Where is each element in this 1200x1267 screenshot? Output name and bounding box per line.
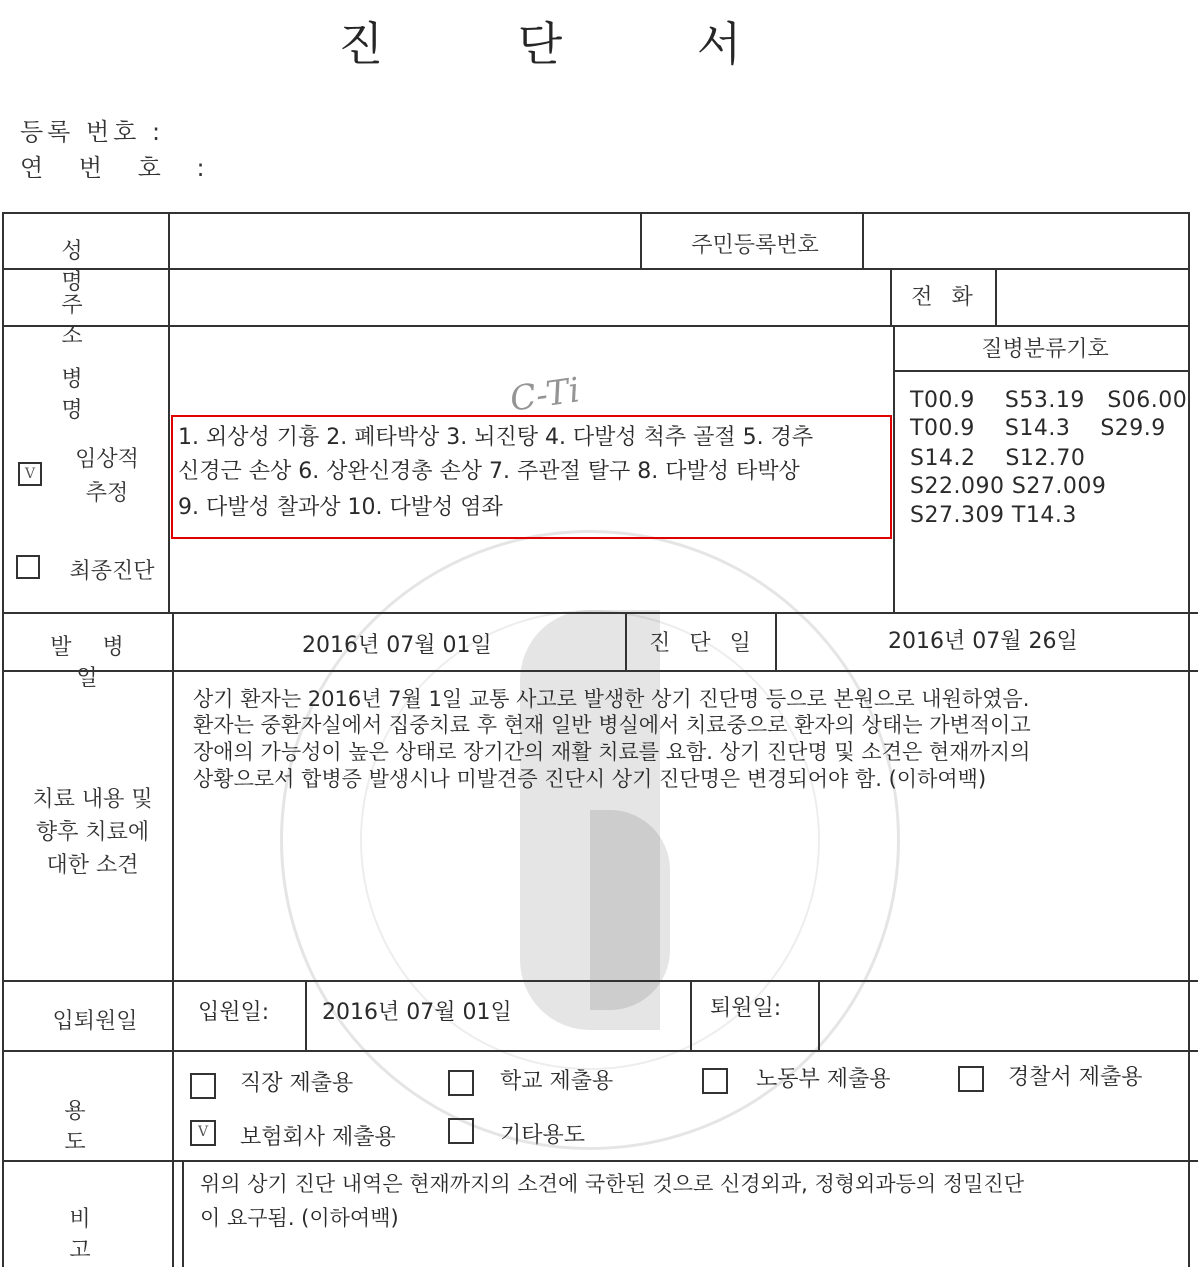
diagnosis-date-value: 2016년 07월 26일 (888, 629, 1078, 654)
diagnosis-line-1: 1. 외상성 기흉 2. 폐타박상 3. 뇌진탕 4. 다발성 척추 골절 5. 경추 (178, 425, 814, 450)
treatment-label-line2: 향후 치료에 (35, 820, 150, 845)
treatment-line-2: 환자는 중환자실에서 집중치료 후 현재 일반 병실에서 치료중으로 환자의 상태는 가변적이고 (193, 713, 1031, 737)
usage-labor-label: 노동부 제출용 (756, 1067, 891, 1092)
name-label: 성 명 (61, 239, 119, 295)
cell-divider (690, 980, 692, 1050)
registration-number-label: 등록 번호 : (20, 118, 165, 146)
diagnosis-date-label: 진 단 일 (649, 631, 757, 656)
label-column-divider (168, 212, 170, 612)
resident-number-label: 주민등록번호 (691, 233, 819, 258)
disease-code-line-2: T00.9 S14.3 S29.9 (910, 416, 1166, 441)
remarks-label: 비 고 (69, 1207, 131, 1263)
onset-date-value: 2016년 07월 01일 (302, 633, 492, 658)
final-diagnosis-label: 최종진단 (69, 559, 155, 584)
cell-divider (818, 980, 820, 1050)
usage-insurance-checkbox[interactable]: V (190, 1120, 216, 1146)
usage-school-checkbox[interactable] (448, 1070, 474, 1096)
treatment-line-1: 상기 환자는 2016년 7월 1일 교통 사고로 발생한 상기 진단명 등으로 본원으로 내원하였음. (193, 687, 1030, 711)
row-divider (2, 670, 1198, 672)
cell-divider (775, 612, 777, 670)
phone-label: 전 화 (911, 285, 979, 310)
treatment-label-line3: 대한 소견 (46, 853, 139, 878)
serial-number-label: 연 번 호 : (20, 154, 219, 182)
cell-divider (305, 980, 307, 1050)
cell-divider (182, 1160, 184, 1267)
row-divider (2, 1050, 1198, 1052)
usage-police-checkbox[interactable] (958, 1066, 984, 1092)
usage-label: 용 도 (64, 1099, 126, 1155)
admission-label: 입퇴원일 (52, 1009, 138, 1034)
label-column-divider (172, 612, 174, 1267)
document-title: 진 단 서 (338, 17, 802, 71)
onset-date-label: 발 병 일 (50, 635, 136, 691)
remarks-line-2: 이 요구됨. (이하여백) (200, 1206, 399, 1230)
final-diagnosis-checkbox[interactable] (16, 555, 40, 579)
usage-police-label: 경찰서 제출용 (1008, 1065, 1143, 1090)
usage-work-checkbox[interactable] (190, 1073, 216, 1099)
cell-divider (640, 212, 642, 268)
clinical-estimate-label-line1: 임상적 (75, 447, 139, 472)
disease-code-line-3: S14.2 S12.70 (910, 446, 1086, 471)
disease-code-label: 질병분류기호 (981, 337, 1109, 362)
usage-labor-checkbox[interactable] (702, 1068, 728, 1094)
clinical-estimate-checkbox[interactable]: V (18, 462, 42, 486)
row-divider (2, 612, 1198, 614)
cell-divider (890, 268, 892, 325)
usage-other-label: 기타용도 (500, 1123, 586, 1148)
discharge-date-label: 퇴원일: (710, 996, 782, 1021)
diagnosis-line-3: 9. 다발성 찰과상 10. 다발성 염좌 (178, 495, 503, 520)
table-left-border (2, 212, 4, 1267)
usage-work-label: 직장 제출용 (240, 1071, 354, 1096)
disease-name-label: 병 명 (61, 367, 119, 423)
disease-code-line-1: T00.9 S53.19 S06.00 (910, 388, 1188, 413)
row-divider (2, 325, 1190, 327)
disease-code-line-4: S22.090 S27.009 (910, 474, 1107, 499)
usage-school-label: 학교 제출용 (500, 1069, 614, 1094)
address-label: 주 소 (61, 293, 119, 349)
cell-divider (893, 370, 1190, 372)
cell-divider (995, 268, 997, 325)
treatment-line-3: 장애의 가능성이 높은 상태로 장기간의 재활 치료를 요함. 상기 진단명 및 소견은 현재까지의 (193, 740, 1031, 764)
cell-divider (862, 212, 864, 268)
table-top-border (2, 212, 1190, 214)
treatment-line-4: 상황으로서 합병증 발생시나 미발견증 진단시 상기 진단명은 변경되어야 함. (이하여백) (193, 767, 987, 791)
remarks-line-1: 위의 상기 진단 내역은 현재까지의 소견에 국한된 것으로 신경외과, 정형외과등의 정밀진단 (200, 1172, 1025, 1196)
disease-code-line-5: S27.309 T14.3 (910, 503, 1077, 528)
handwritten-note: C-Ti (507, 370, 583, 420)
clinical-estimate-label-line2: 추정 (85, 481, 129, 506)
usage-insurance-label: 보험회사 제출용 (240, 1125, 396, 1150)
admit-date-value: 2016년 07월 01일 (322, 1000, 512, 1025)
row-divider (2, 268, 1190, 270)
cell-divider (625, 612, 627, 670)
admit-date-label: 입원일: (198, 1000, 270, 1025)
usage-other-checkbox[interactable] (448, 1118, 474, 1144)
diagnosis-line-2: 신경근 손상 6. 상완신경총 손상 7. 주관절 탈구 8. 다발성 타박상 (178, 459, 800, 484)
cell-divider (893, 325, 895, 612)
row-divider (2, 980, 1198, 982)
treatment-label-line1: 치료 내용 및 (32, 787, 153, 812)
